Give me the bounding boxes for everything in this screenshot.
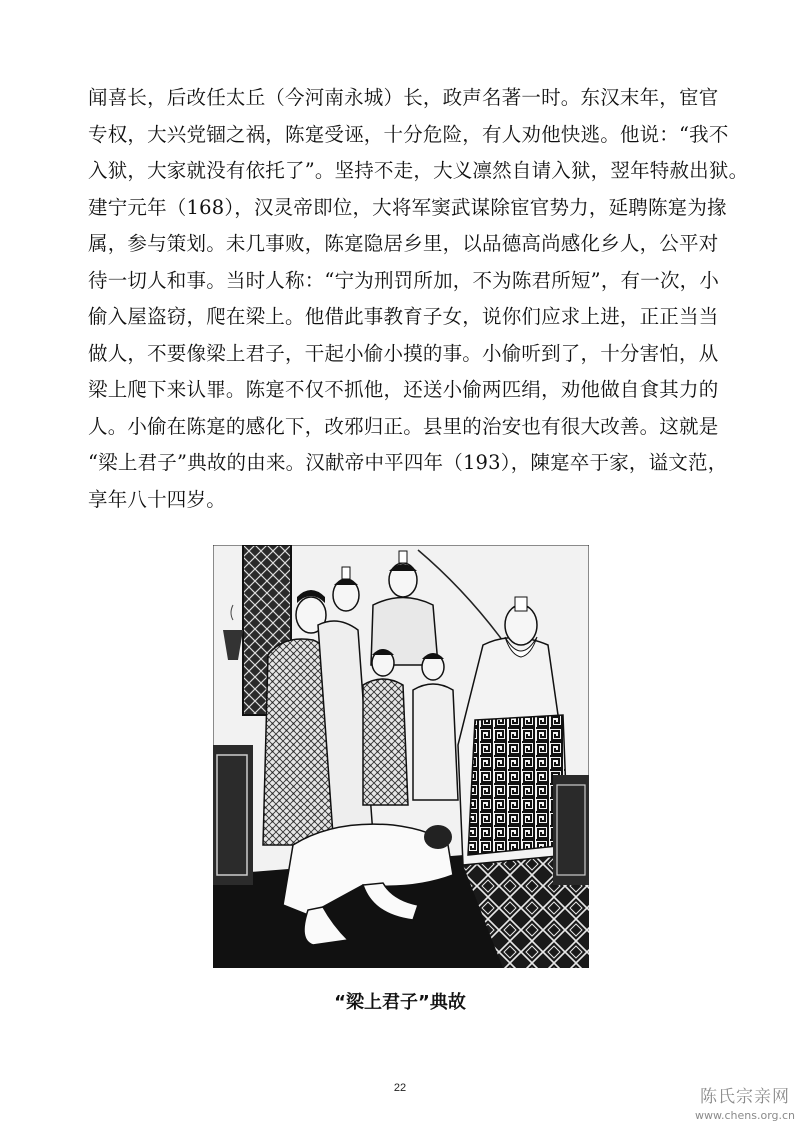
site-watermark: [695, 1086, 795, 1136]
text-line: 梁上爬下来认罪。陈寔不仅不抓他，还送小偷两匹绢，劝他做自食其力的: [88, 378, 719, 401]
text-line: 属，参与策划。未几事败，陈寔隐居乡里，以品德高尚感化乡人，公平对: [88, 232, 719, 255]
text-line: 专权，大兴党锢之祸，陈寔受诬，十分危险，有人劝他快逃。他说：“我不: [88, 122, 729, 146]
figure-caption: “梁上君子”典故: [334, 992, 466, 1013]
watermark-url: www.chens.org.cn: [695, 1109, 796, 1122]
text-line: 偷入屋盗窃，爬在梁上。他借此事教育子女，说你们应求上进，正正当当: [88, 305, 719, 328]
text-line: 建宁元年（168），汉灵帝即位，大将军窦武谋除宦官势力，延聘陈寔为掾: [88, 195, 727, 219]
text-line: “梁上君子”典故的由来。汉献帝中平四年（193），陳寔卒于家，谥文范，: [88, 451, 728, 474]
text-line: 闻喜长，后改任太丘（今河南永城）长，政声名著一时。东汉末年，宦官: [88, 86, 719, 109]
body-text: [88, 80, 749, 518]
text-line: 做人，不要像梁上君子，干起小偷小摸的事。小偷听到了，十分害怕，从: [88, 341, 719, 365]
page-number: 22: [393, 1082, 407, 1094]
text-line: 入狱，大家就没有依托了”。坚持不走，大义凛然自请入狱，翌年特赦出狱。: [88, 159, 749, 182]
illustration-liangshang-junzi: [213, 545, 589, 968]
text-line: 待一切人和事。当时人称：“宁为刑罚所加，不为陈君所短”，有一次，小: [88, 268, 720, 292]
text-line: 人。小偷在陈寔的感化下，改邪归正。县里的治安也有很大改善。这就是: [88, 414, 719, 438]
watermark-name: 陈氏宗亲网: [700, 1087, 790, 1107]
text-line: 享年八十四岁。: [88, 487, 226, 511]
